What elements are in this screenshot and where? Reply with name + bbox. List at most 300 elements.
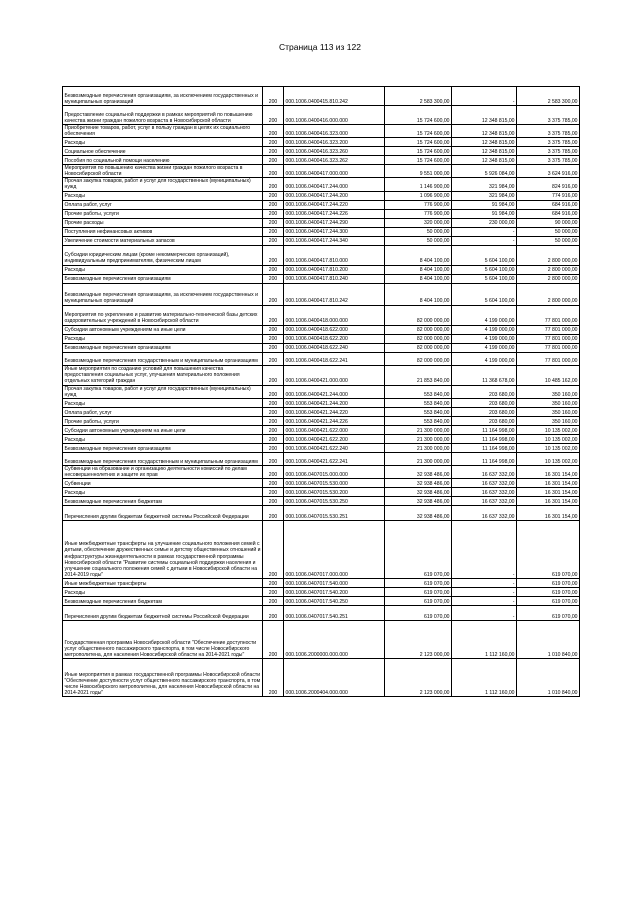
line-code-cell: 200 xyxy=(263,605,284,620)
line-code-cell: 200 xyxy=(263,245,284,265)
approved-amount-cell: 32 938 486,00 xyxy=(385,487,452,496)
approved-amount-cell: 1 146 900,00 xyxy=(385,178,452,191)
table-row xyxy=(63,478,580,487)
expense-name-cell: Прочая закупка товаров, работ и услуг для государственных (муниципальных) нужд xyxy=(63,385,263,398)
table-row xyxy=(63,245,580,265)
approved-amount-cell: 32 938 486,00 xyxy=(385,478,452,487)
budget-classification-code-cell: 000.1006.2000404.000.000 xyxy=(284,658,385,696)
table-row xyxy=(63,385,580,398)
budget-classification-code-cell: 000.1006.0400417.244.200 xyxy=(284,191,385,200)
approved-amount-cell: 21 300 000,00 xyxy=(385,452,452,465)
unexecuted-amount-cell: 16 301 154,00 xyxy=(517,478,580,487)
expense-name-cell: Расходы xyxy=(63,487,263,496)
executed-amount-cell: 5 604 100,00 xyxy=(452,245,517,265)
executed-amount-cell: 4 199 000,00 xyxy=(452,343,517,352)
approved-amount-cell: 21 300 000,00 xyxy=(385,434,452,443)
budget-classification-code-cell: 000.1006.0400416.323.000 xyxy=(284,125,385,138)
unexecuted-amount-cell: 2 583 300,00 xyxy=(517,87,580,106)
expense-name-cell: Безвозмездные перечисления организациям xyxy=(63,443,263,452)
expense-name-cell: Субсидии автономным учреждениям на иные цели xyxy=(63,425,263,434)
expense-name-cell: Поступления нефинансовых активов xyxy=(63,227,263,236)
budget-classification-code-cell: 000.1006.0407017.540.251 xyxy=(284,605,385,620)
unexecuted-amount-cell: 16 301 154,00 xyxy=(517,505,580,520)
budget-classification-code-cell: 000.1006.0400417.244.340 xyxy=(284,236,385,245)
budget-classification-code-cell: 000.1006.0400417.244.220 xyxy=(284,200,385,209)
approved-amount-cell: 15 724 600,00 xyxy=(385,125,452,138)
budget-classification-code-cell: 000.1006.0407015.530.250 xyxy=(284,496,385,505)
table-row xyxy=(63,443,580,452)
unexecuted-amount-cell: 50 000,00 xyxy=(517,227,580,236)
expense-name-cell: Иные межбюджетные трансферты xyxy=(63,578,263,587)
executed-amount-cell: 203 680,00 xyxy=(452,407,517,416)
executed-amount-cell: - xyxy=(452,596,517,605)
expense-name-cell: Безвозмездные перечисления бюджетам xyxy=(63,496,263,505)
approved-amount-cell: 82 000 000,00 xyxy=(385,305,452,325)
approved-amount-cell: 8 404 100,00 xyxy=(385,274,452,283)
approved-amount-cell: 15 724 600,00 xyxy=(385,147,452,156)
budget-classification-code-cell: 000.1006.0400417.810.242 xyxy=(284,283,385,305)
table-row xyxy=(63,465,580,478)
executed-amount-cell: 11 164 998,00 xyxy=(452,443,517,452)
budget-classification-code-cell: 000.1006.0400418.622.000 xyxy=(284,325,385,334)
approved-amount-cell: 9 551 000,00 xyxy=(385,165,452,178)
approved-amount-cell: 8 404 100,00 xyxy=(385,265,452,274)
executed-amount-cell: 4 199 000,00 xyxy=(452,325,517,334)
expense-name-cell: Прочая закупка товаров, работ и услуг для государственных (муниципальных) нужд xyxy=(63,178,263,191)
expense-name-cell: Перечисления другим бюджетам бюджетной системы Российской Федерации xyxy=(63,605,263,620)
approved-amount-cell: 50 000,00 xyxy=(385,236,452,245)
table-row xyxy=(63,305,580,325)
approved-amount-cell: 82 000 000,00 xyxy=(385,352,452,365)
unexecuted-amount-cell: 3 375 785,00 xyxy=(517,106,580,125)
approved-amount-cell: 553 840,00 xyxy=(385,398,452,407)
unexecuted-amount-cell: 10 135 002,00 xyxy=(517,434,580,443)
table-row xyxy=(63,265,580,274)
expense-name-cell: Расходы xyxy=(63,265,263,274)
approved-amount-cell: 8 404 100,00 xyxy=(385,283,452,305)
budget-classification-code-cell: 000.1006.0407017.540.250 xyxy=(284,596,385,605)
line-code-cell: 200 xyxy=(263,200,284,209)
table-row xyxy=(63,352,580,365)
expense-name-cell: Мероприятия по повышению качества жизни граждан пожилого возраста в Новосибирской области xyxy=(63,165,263,178)
unexecuted-amount-cell: 1 010 840,00 xyxy=(517,620,580,658)
executed-amount-cell: 203 680,00 xyxy=(452,416,517,425)
table-row xyxy=(63,165,580,178)
executed-amount-cell: 321 984,00 xyxy=(452,178,517,191)
executed-amount-cell: 91 984,00 xyxy=(452,200,517,209)
line-code-cell: 200 xyxy=(263,227,284,236)
executed-amount-cell: - xyxy=(452,227,517,236)
budget-classification-code-cell: 000.1006.0400417.810.000 xyxy=(284,245,385,265)
approved-amount-cell: 553 840,00 xyxy=(385,416,452,425)
line-code-cell: 200 xyxy=(263,465,284,478)
expense-name-cell: Прочие расходы xyxy=(63,218,263,227)
table-row xyxy=(63,178,580,191)
table-row xyxy=(63,209,580,218)
approved-amount-cell: 553 840,00 xyxy=(385,385,452,398)
budget-classification-code-cell: 000.1006.0400421.244.226 xyxy=(284,416,385,425)
approved-amount-cell: 1 096 900,00 xyxy=(385,191,452,200)
expense-name-cell: Пособия по социальной помощи населению xyxy=(63,156,263,165)
executed-amount-cell: 1 112 160,00 xyxy=(452,658,517,696)
line-code-cell: 200 xyxy=(263,283,284,305)
budget-classification-code-cell: 000.1006.0400421.622.000 xyxy=(284,425,385,434)
line-code-cell: 200 xyxy=(263,125,284,138)
expense-name-cell: Государственная программа Новосибирской области "Обеспечение доступности услуг общественного пассажирского транспорта, в том числе Новосибирского метрополитена, для населения Новосибирской области на 2014-2021 годы" xyxy=(63,620,263,658)
expense-name-cell: Увеличение стоимости материальных запасов xyxy=(63,236,263,245)
line-code-cell: 200 xyxy=(263,191,284,200)
line-code-cell: 200 xyxy=(263,505,284,520)
budget-classification-code-cell: 000.1006.0400417.244.226 xyxy=(284,209,385,218)
unexecuted-amount-cell: 3 375 785,00 xyxy=(517,156,580,165)
unexecuted-amount-cell: 619 070,00 xyxy=(517,520,580,578)
approved-amount-cell: 15 724 600,00 xyxy=(385,106,452,125)
budget-classification-code-cell: 000.1006.0407015.530.251 xyxy=(284,505,385,520)
table-row xyxy=(63,156,580,165)
unexecuted-amount-cell: 2 800 000,00 xyxy=(517,283,580,305)
table-row xyxy=(63,200,580,209)
unexecuted-amount-cell: 774 916,00 xyxy=(517,191,580,200)
unexecuted-amount-cell: 77 801 000,00 xyxy=(517,352,580,365)
budget-classification-code-cell: 000.1006.0400415.810.242 xyxy=(284,87,385,106)
table-row xyxy=(63,416,580,425)
unexecuted-amount-cell: 619 070,00 xyxy=(517,596,580,605)
line-code-cell: 200 xyxy=(263,147,284,156)
budget-classification-code-cell: 000.1006.0407015.000.000 xyxy=(284,465,385,478)
executed-amount-cell: 11 368 678,00 xyxy=(452,365,517,385)
expense-name-cell: Субвенции xyxy=(63,478,263,487)
table-row xyxy=(63,218,580,227)
executed-amount-cell: 4 199 000,00 xyxy=(452,305,517,325)
unexecuted-amount-cell: 2 800 000,00 xyxy=(517,265,580,274)
line-code-cell: 200 xyxy=(263,325,284,334)
line-code-cell: 200 xyxy=(263,443,284,452)
line-code-cell: 200 xyxy=(263,452,284,465)
line-code-cell: 200 xyxy=(263,587,284,596)
table-row xyxy=(63,325,580,334)
line-code-cell: 200 xyxy=(263,365,284,385)
line-code-cell: 200 xyxy=(263,658,284,696)
line-code-cell: 200 xyxy=(263,87,284,106)
executed-amount-cell: 11 164 998,00 xyxy=(452,425,517,434)
table-row xyxy=(63,191,580,200)
executed-amount-cell: 16 637 332,00 xyxy=(452,487,517,496)
executed-amount-cell: 16 637 332,00 xyxy=(452,478,517,487)
executed-amount-cell: 4 199 000,00 xyxy=(452,352,517,365)
approved-amount-cell: 776 900,00 xyxy=(385,209,452,218)
table-row xyxy=(63,620,580,658)
approved-amount-cell: 619 070,00 xyxy=(385,596,452,605)
line-code-cell: 200 xyxy=(263,425,284,434)
line-code-cell: 200 xyxy=(263,620,284,658)
table-row xyxy=(63,520,580,578)
executed-amount-cell: - xyxy=(452,87,517,106)
approved-amount-cell: 619 070,00 xyxy=(385,520,452,578)
expense-name-cell: Расходы xyxy=(63,398,263,407)
approved-amount-cell: 21 300 000,00 xyxy=(385,425,452,434)
expense-name-cell: Прочие работы, услуги xyxy=(63,416,263,425)
line-code-cell: 200 xyxy=(263,385,284,398)
expense-name-cell: Иные межбюджетные трансферты на улучшение социального положения семей с детьми, обеспечение дружественных семье и детству общественных отношений и инфраструктуры жизнедеятельности в рамках государственной программы Новосибирской области "Развитие системы социальной поддержки населения и улучшение социального положения семей с детьми в Новосибирской области на 2014-2019 годы" xyxy=(63,520,263,578)
line-code-cell: 200 xyxy=(263,274,284,283)
table-row xyxy=(63,452,580,465)
expense-name-cell: Мероприятия по укреплению и развитию материально-технической базы детских оздоровительных учреждений в Новосибирской области xyxy=(63,305,263,325)
approved-amount-cell: 619 070,00 xyxy=(385,605,452,620)
executed-amount-cell: 12 348 815,00 xyxy=(452,125,517,138)
budget-classification-code-cell: 000.1006.0400421.000.000 xyxy=(284,365,385,385)
budget-classification-code-cell: 000.1006.0400416.323.260 xyxy=(284,147,385,156)
approved-amount-cell: 15 724 600,00 xyxy=(385,156,452,165)
approved-amount-cell: 32 938 486,00 xyxy=(385,465,452,478)
expense-name-cell: Приобретение товаров, работ, услуг в пользу граждан в целях их социального обеспечения xyxy=(63,125,263,138)
unexecuted-amount-cell: 90 000,00 xyxy=(517,218,580,227)
line-code-cell: 200 xyxy=(263,578,284,587)
unexecuted-amount-cell: 3 375 785,00 xyxy=(517,147,580,156)
unexecuted-amount-cell: 77 801 000,00 xyxy=(517,343,580,352)
budget-classification-code-cell: 000.1006.0407017.540.000 xyxy=(284,578,385,587)
unexecuted-amount-cell: 50 000,00 xyxy=(517,236,580,245)
budget-classification-code-cell: 000.1006.0407017.540.200 xyxy=(284,587,385,596)
unexecuted-amount-cell: 16 301 154,00 xyxy=(517,496,580,505)
line-code-cell: 200 xyxy=(263,156,284,165)
executed-amount-cell: - xyxy=(452,605,517,620)
unexecuted-amount-cell: 3 624 916,00 xyxy=(517,165,580,178)
unexecuted-amount-cell: 2 800 000,00 xyxy=(517,245,580,265)
line-code-cell: 200 xyxy=(263,138,284,147)
approved-amount-cell: 82 000 000,00 xyxy=(385,325,452,334)
unexecuted-amount-cell: 77 801 000,00 xyxy=(517,325,580,334)
executed-amount-cell: - xyxy=(452,520,517,578)
unexecuted-amount-cell: 619 070,00 xyxy=(517,587,580,596)
table-row xyxy=(63,605,580,620)
executed-amount-cell: 16 637 332,00 xyxy=(452,465,517,478)
table-row xyxy=(63,398,580,407)
unexecuted-amount-cell: 16 301 154,00 xyxy=(517,487,580,496)
line-code-cell: 200 xyxy=(263,106,284,125)
executed-amount-cell: 5 926 084,00 xyxy=(452,165,517,178)
line-code-cell: 200 xyxy=(263,352,284,365)
line-code-cell: 200 xyxy=(263,520,284,578)
budget-classification-code-cell: 000.1006.0400416.323.200 xyxy=(284,138,385,147)
executed-amount-cell: 16 637 332,00 xyxy=(452,496,517,505)
approved-amount-cell: 2 123 000,00 xyxy=(385,658,452,696)
executed-amount-cell: 5 604 100,00 xyxy=(452,283,517,305)
expense-name-cell: Прочие работы, услуги xyxy=(63,209,263,218)
approved-amount-cell: 21 853 840,00 xyxy=(385,365,452,385)
expense-name-cell: Перечисления другим бюджетам бюджетной системы Российской Федерации xyxy=(63,505,263,520)
expense-name-cell: Предоставление социальной поддержки в рамках мероприятий по повышению качества жизни граждан пожилого возраста в Новосибирской области xyxy=(63,106,263,125)
table-row xyxy=(63,496,580,505)
table-row xyxy=(63,407,580,416)
expense-name-cell: Субсидии автономным учреждениям на иные цели xyxy=(63,325,263,334)
unexecuted-amount-cell: 350 160,00 xyxy=(517,385,580,398)
table-row xyxy=(63,505,580,520)
unexecuted-amount-cell: 10 135 002,00 xyxy=(517,452,580,465)
executed-amount-cell: 230 000,00 xyxy=(452,218,517,227)
table-row xyxy=(63,274,580,283)
budget-classification-code-cell: 000.1006.0400418.622.200 xyxy=(284,334,385,343)
expense-name-cell: Оплата работ, услуг xyxy=(63,407,263,416)
expense-name-cell: Расходы xyxy=(63,191,263,200)
executed-amount-cell: 1 112 160,00 xyxy=(452,620,517,658)
unexecuted-amount-cell: 3 375 785,00 xyxy=(517,125,580,138)
budget-table xyxy=(62,86,580,697)
approved-amount-cell: 32 938 486,00 xyxy=(385,496,452,505)
line-code-cell: 200 xyxy=(263,487,284,496)
unexecuted-amount-cell: 2 800 000,00 xyxy=(517,274,580,283)
table-row xyxy=(63,658,580,696)
table-row xyxy=(63,334,580,343)
executed-amount-cell: 321 984,00 xyxy=(452,191,517,200)
expense-name-cell: Безвозмездные перечисления государственным и муниципальным организациям xyxy=(63,452,263,465)
table-row xyxy=(63,587,580,596)
expense-name-cell: Безвозмездные перечисления организациям xyxy=(63,274,263,283)
line-code-cell: 200 xyxy=(263,178,284,191)
line-code-cell: 200 xyxy=(263,496,284,505)
table-row xyxy=(63,487,580,496)
executed-amount-cell: 11 164 998,00 xyxy=(452,434,517,443)
approved-amount-cell: 15 724 600,00 xyxy=(385,138,452,147)
approved-amount-cell: 21 300 000,00 xyxy=(385,443,452,452)
executed-amount-cell: 12 348 815,00 xyxy=(452,138,517,147)
executed-amount-cell: 203 680,00 xyxy=(452,385,517,398)
budget-classification-code-cell: 000.1006.0400417.244.290 xyxy=(284,218,385,227)
unexecuted-amount-cell: 824 916,00 xyxy=(517,178,580,191)
table-row xyxy=(63,596,580,605)
approved-amount-cell: 82 000 000,00 xyxy=(385,343,452,352)
unexecuted-amount-cell: 10 485 162,00 xyxy=(517,365,580,385)
line-code-cell: 200 xyxy=(263,596,284,605)
budget-classification-code-cell: 000.1006.0407015.530.200 xyxy=(284,487,385,496)
line-code-cell: 200 xyxy=(263,343,284,352)
unexecuted-amount-cell: 684 916,00 xyxy=(517,209,580,218)
expense-name-cell: Безвозмездные перечисления организациям, за исключением государственных и муниципальных организаций xyxy=(63,283,263,305)
budget-table-body xyxy=(63,87,580,697)
budget-classification-code-cell: 000.1006.0400417.000.000 xyxy=(284,165,385,178)
approved-amount-cell: 320 000,00 xyxy=(385,218,452,227)
line-code-cell: 200 xyxy=(263,305,284,325)
budget-classification-code-cell: 000.1006.0400421.622.240 xyxy=(284,443,385,452)
line-code-cell: 200 xyxy=(263,434,284,443)
unexecuted-amount-cell: 619 070,00 xyxy=(517,605,580,620)
unexecuted-amount-cell: 619 070,00 xyxy=(517,578,580,587)
unexecuted-amount-cell: 1 010 840,00 xyxy=(517,658,580,696)
table-row xyxy=(63,106,580,125)
table-row xyxy=(63,365,580,385)
executed-amount-cell: 12 348 815,00 xyxy=(452,147,517,156)
executed-amount-cell: 16 637 332,00 xyxy=(452,505,517,520)
line-code-cell: 200 xyxy=(263,165,284,178)
budget-classification-code-cell: 000.1006.0407017.000.000 xyxy=(284,520,385,578)
budget-classification-code-cell: 000.1006.0400417.244.000 xyxy=(284,178,385,191)
budget-classification-code-cell: 000.1006.0400417.244.300 xyxy=(284,227,385,236)
line-code-cell: 200 xyxy=(263,478,284,487)
unexecuted-amount-cell: 77 801 000,00 xyxy=(517,305,580,325)
expense-name-cell: Расходы xyxy=(63,587,263,596)
table-row xyxy=(63,236,580,245)
expense-name-cell: Безвозмездные перечисления организациям xyxy=(63,343,263,352)
budget-classification-code-cell: 000.1006.0400421.622.200 xyxy=(284,434,385,443)
budget-classification-code-cell: 000.1006.0400418.622.241 xyxy=(284,352,385,365)
table-row xyxy=(63,87,580,106)
expense-name-cell: Безвозмездные перечисления государственным и муниципальным организациям xyxy=(63,352,263,365)
approved-amount-cell: 50 000,00 xyxy=(385,227,452,236)
executed-amount-cell: - xyxy=(452,578,517,587)
unexecuted-amount-cell: 3 375 785,00 xyxy=(517,138,580,147)
expense-name-cell: Иные мероприятия в рамках государственной программы Новосибирской области "Обеспечение доступности услуг общественного пассажирского транспорта, в том числе Новосибирского метрополитена, для населения Новосибирской области на 2014-2021 годы" xyxy=(63,658,263,696)
unexecuted-amount-cell: 684 916,00 xyxy=(517,200,580,209)
unexecuted-amount-cell: 77 801 000,00 xyxy=(517,334,580,343)
expense-name-cell: Безвозмездные перечисления бюджетам xyxy=(63,596,263,605)
line-code-cell: 200 xyxy=(263,209,284,218)
budget-classification-code-cell: 000.1006.0400421.244.200 xyxy=(284,398,385,407)
table-row xyxy=(63,138,580,147)
line-code-cell: 200 xyxy=(263,218,284,227)
unexecuted-amount-cell: 10 135 002,00 xyxy=(517,425,580,434)
budget-classification-code-cell: 000.1006.0400421.622.241 xyxy=(284,452,385,465)
expense-name-cell: Субсидии юридическим лицам (кроме некоммерческих организаций), индивидуальным предпринимателям, физическим лицам xyxy=(63,245,263,265)
line-code-cell: 200 xyxy=(263,398,284,407)
budget-classification-code-cell: 000.1006.0400418.000.000 xyxy=(284,305,385,325)
line-code-cell: 200 xyxy=(263,407,284,416)
budget-classification-code-cell: 000.1006.0400416.323.262 xyxy=(284,156,385,165)
unexecuted-amount-cell: 16 301 154,00 xyxy=(517,465,580,478)
budget-classification-code-cell: 000.1006.0400418.622.240 xyxy=(284,343,385,352)
executed-amount-cell: - xyxy=(452,236,517,245)
approved-amount-cell: 553 840,00 xyxy=(385,407,452,416)
approved-amount-cell: 2 123 000,00 xyxy=(385,620,452,658)
approved-amount-cell: 82 000 000,00 xyxy=(385,334,452,343)
table-row xyxy=(63,434,580,443)
executed-amount-cell: 91 984,00 xyxy=(452,209,517,218)
expense-name-cell: Оплата работ, услуг xyxy=(63,200,263,209)
unexecuted-amount-cell: 350 160,00 xyxy=(517,416,580,425)
expense-name-cell: Иные мероприятия по созданию условий для повышения качества предоставления социальных услуг, улучшения материального положения отдельных категорий граждан xyxy=(63,365,263,385)
table-row xyxy=(63,227,580,236)
approved-amount-cell: 619 070,00 xyxy=(385,578,452,587)
line-code-cell: 200 xyxy=(263,416,284,425)
expense-name-cell: Расходы xyxy=(63,434,263,443)
budget-classification-code-cell: 000.1006.0400421.244.000 xyxy=(284,385,385,398)
table-row xyxy=(63,343,580,352)
table-row xyxy=(63,125,580,138)
budget-classification-code-cell: 000.1006.0407015.530.000 xyxy=(284,478,385,487)
executed-amount-cell: 4 199 000,00 xyxy=(452,334,517,343)
approved-amount-cell: 8 404 100,00 xyxy=(385,245,452,265)
executed-amount-cell: 5 604 100,00 xyxy=(452,274,517,283)
approved-amount-cell: 32 938 486,00 xyxy=(385,505,452,520)
budget-classification-code-cell: 000.1006.0400416.000.000 xyxy=(284,106,385,125)
table-row xyxy=(63,425,580,434)
approved-amount-cell: 776 900,00 xyxy=(385,200,452,209)
budget-classification-code-cell: 000.1006.2000000.000.000 xyxy=(284,620,385,658)
approved-amount-cell: 619 070,00 xyxy=(385,587,452,596)
executed-amount-cell: 11 164 998,00 xyxy=(452,452,517,465)
line-code-cell: 200 xyxy=(263,236,284,245)
page-number-header: Страница 113 из 122 xyxy=(279,42,361,52)
unexecuted-amount-cell: 350 160,00 xyxy=(517,407,580,416)
table-row xyxy=(63,283,580,305)
executed-amount-cell: 12 348 815,00 xyxy=(452,106,517,125)
executed-amount-cell: - xyxy=(452,587,517,596)
budget-classification-code-cell: 000.1006.0400421.244.220 xyxy=(284,407,385,416)
approved-amount-cell: 2 583 300,00 xyxy=(385,87,452,106)
expense-name-cell: Субвенции на образование и организацию деятельности комиссий по делам несовершеннолетних и защите их прав xyxy=(63,465,263,478)
table-row xyxy=(63,147,580,156)
line-code-cell: 200 xyxy=(263,265,284,274)
executed-amount-cell: 12 348 815,00 xyxy=(452,156,517,165)
executed-amount-cell: 203 680,00 xyxy=(452,398,517,407)
